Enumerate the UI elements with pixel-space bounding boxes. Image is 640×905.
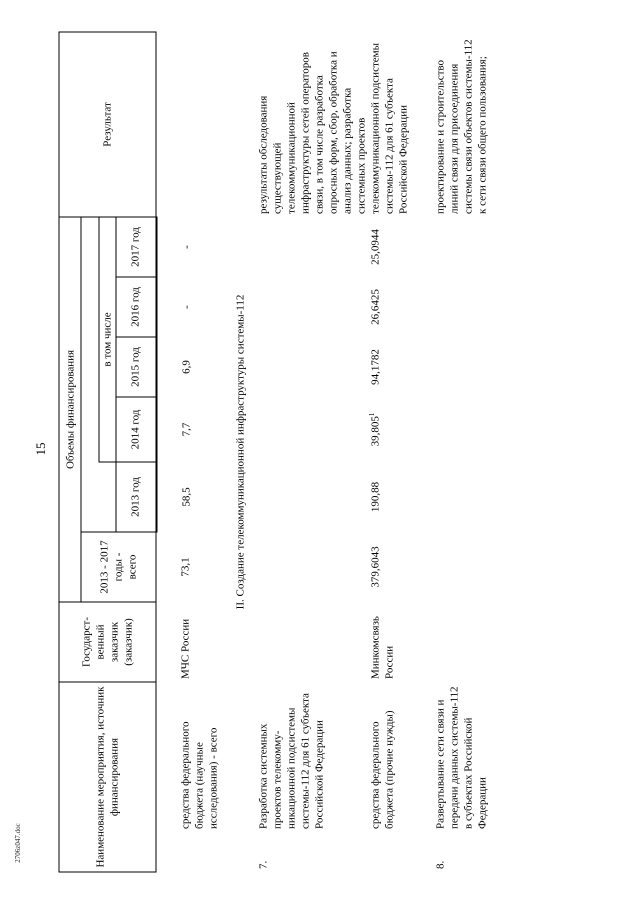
funding-source: средства федерального бюджета (научные исследования) - всего [179,721,220,829]
item-empty-cells [412,217,491,682]
header-including: в том числе [99,217,116,462]
value-2017: - [180,245,192,249]
header-year-2017: 2017 год [116,217,156,277]
customer: Минкомсвязь России [369,616,396,679]
item-result: результаты обследования существующей телекоммуникационной инфраструктуры сетей операторов связи, в том числе разработка опросных форм, сбор, обработка и анализ данных; разработка системных проектов телекоммуникационной подсистемы системы-112 для 61 субъекта Российской Федерации [257,43,410,214]
value-2015: 94,1782 [369,349,382,385]
header-funding-volumes: Объемы финансирования [59,217,81,602]
header-customer: Государст-венный заказчик (заказчик) [59,602,156,682]
funding-table [59,31,491,872]
result-blank [156,32,222,217]
row-research-funding [156,32,222,872]
total-value: 379,6043 [369,546,382,588]
item-result: проектирование и строительство линий связи для присоединения системы связи объектов системы-112 к сети связи общего пользования; [434,39,489,214]
value-2015: 6,9 [180,360,192,374]
funding-source: средства федерального бюджета (прочие нужды) [369,710,396,829]
value-2014: 7,7 [180,422,192,437]
table-header [59,32,156,872]
header-year-2016: 2016 год [116,277,156,337]
item-number: 8. [434,860,447,869]
item-empty-cells [256,217,347,682]
header-year-2014: 2014 год [116,397,156,462]
value-2013: 190,88 [369,481,382,513]
header-blank-2013 [99,462,116,532]
value-2016: - [180,305,192,309]
value-2014-cell [347,397,412,462]
header-total: всего [126,554,139,580]
header-year-2013: 2013 год [116,462,156,532]
section-title-row [222,32,256,872]
section-title: II. Создание телекоммуникационной инфраструктуры системы-112 [234,294,247,610]
customer: МЧС России [179,618,192,679]
row-item-8 [412,32,491,872]
document-code: 2706z047.doc [14,823,22,863]
value-2013: 58,5 [180,487,192,507]
item-name: Развертывание сети связи и передачи данных системы-112 в субъектах Российской Федерации [434,686,489,829]
row-number-blank [156,832,222,872]
header-blank [81,217,99,532]
page-number: 15 [33,442,48,456]
value-2014: 39,805 [369,416,382,447]
header-result: Результат [59,32,156,217]
item-name: Разработка системных проектов телекомму-никационной подсистемы системы-112 для 61 субъекта Российской Федерации [257,693,326,829]
footnote-marker: 1 [368,412,377,417]
item-number: 7. [257,860,270,869]
header-year-2015: 2015 год [116,337,156,397]
row-item-7 [256,32,347,872]
row-number-blank [347,832,412,872]
header-period: 2013 - 2017 годы - [98,540,125,594]
header-name: Наименование мероприятия, источник финансирования [59,682,156,872]
total-value: 73,1 [179,557,192,577]
value-2016: 26,6425 [369,289,382,325]
header-period-total [81,532,156,602]
rotated-page-content [59,33,564,873]
value-2017: 25,0944 [369,229,382,265]
